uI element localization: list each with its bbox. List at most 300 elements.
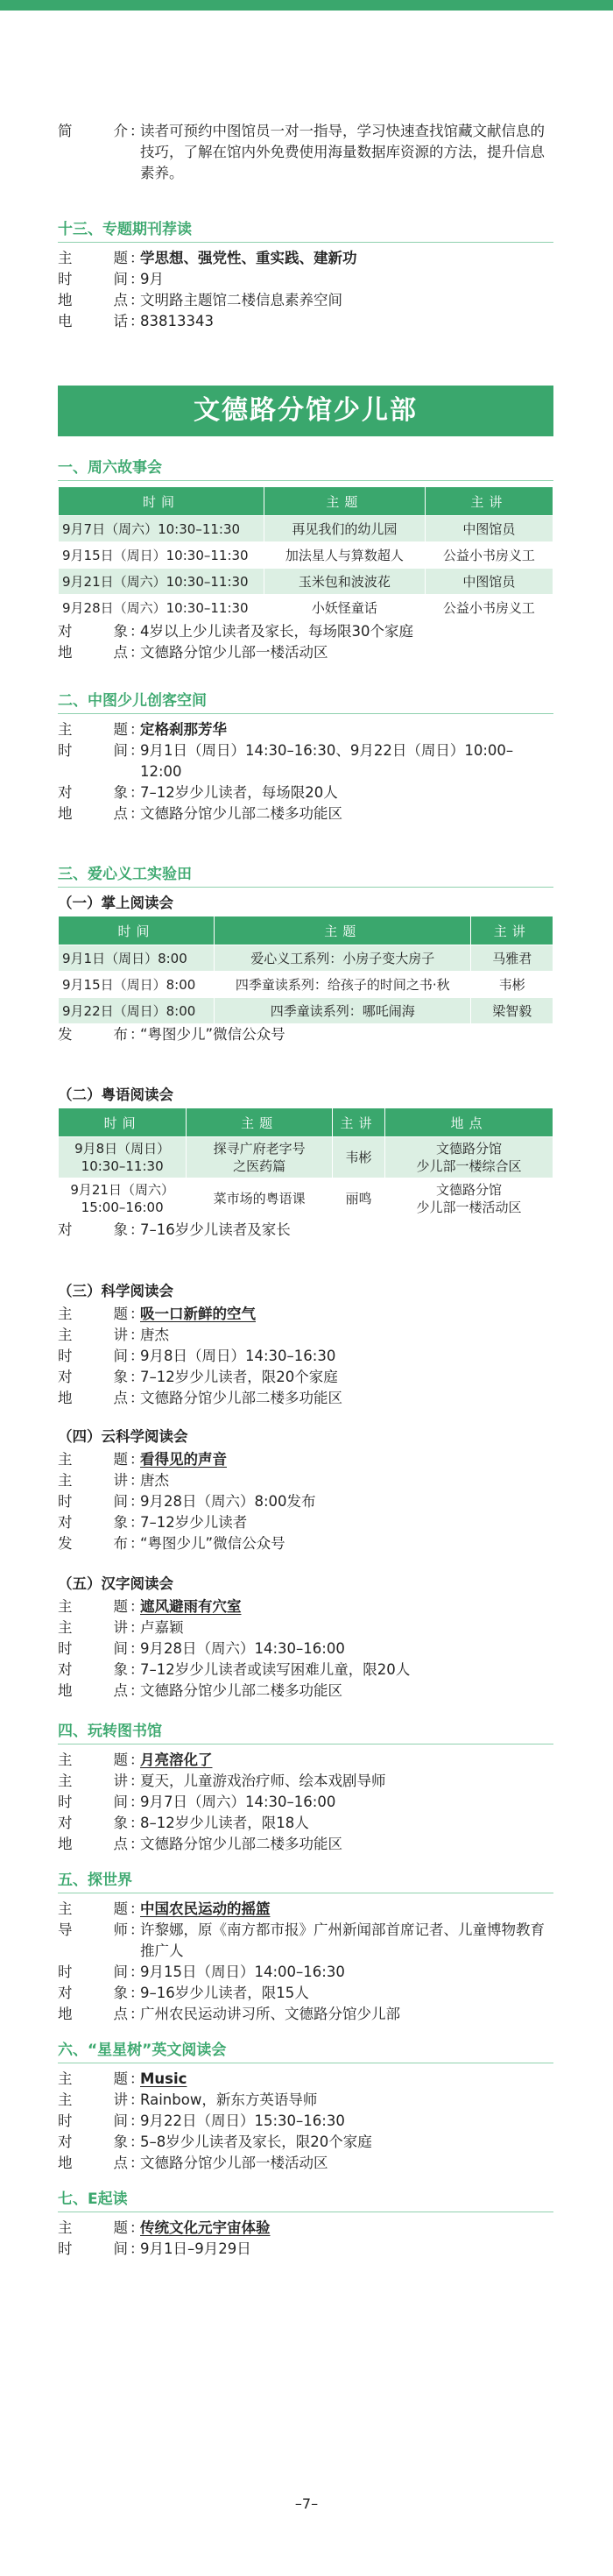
info-row (58, 1983, 553, 2004)
table-header: 地点 (384, 1108, 553, 1137)
key-char: 时 (58, 742, 73, 759)
info-value: 9月 (140, 271, 164, 287)
table-cell: 爱心义工系列：小房子变大房子 (215, 945, 471, 972)
key-char: 间 (113, 2240, 128, 2257)
table-row (59, 569, 553, 595)
info-key (58, 740, 130, 782)
info-key (58, 248, 130, 269)
info-key (58, 1220, 130, 1241)
info-key (58, 803, 130, 824)
section-title: 四、玩转图书馆 (58, 1721, 553, 1744)
key-char: 题 (113, 1451, 128, 1468)
cell-line: 韦彬 (345, 1150, 372, 1165)
table-row (59, 1178, 553, 1220)
info-colon: ： (130, 1390, 144, 1406)
info-row (58, 1533, 553, 1554)
info-key (58, 1660, 130, 1681)
info-value: 9月22日（周日）15:30–16:30 (140, 2112, 345, 2129)
table-cell: 9月15日（周日）10:30–11:30 (59, 542, 264, 569)
info-key (58, 621, 130, 642)
key-char: 主 (58, 2091, 73, 2108)
info-value: 吸一口新鲜的空气 (140, 1306, 256, 1322)
key-char: 地 (58, 644, 73, 661)
info-value: 9月1日（周日）14:30–16:30、9月22日（周日）10:00–12:00 (140, 742, 514, 780)
key-char: 主 (58, 2219, 73, 2236)
info-value: 读者可预约中图馆员一对一指导，学习快速查找馆藏文献信息的技巧，了解在馆内外免费使用海量数据库资源的方法，提升信息素养。 (140, 123, 545, 181)
key-char: 师 (113, 1921, 128, 1938)
info-key (58, 1367, 130, 1388)
cell-line: 15:00–16:00 (81, 1200, 164, 1215)
key-char: 电 (58, 313, 73, 329)
key-char: 点 (113, 1836, 128, 1852)
info-value: 唐杰 (140, 1472, 169, 1489)
key-char: 发 (58, 1535, 73, 1552)
info-colon: ： (130, 1472, 144, 1489)
info-row (58, 740, 553, 782)
info-colon: ： (130, 2155, 144, 2171)
table-cell (384, 1178, 553, 1220)
info-value: Rainbow，新东方英语导师 (140, 2091, 318, 2108)
key-char: 讲 (113, 1773, 128, 1789)
table-cell (333, 1178, 385, 1220)
key-char: 时 (58, 1348, 73, 1364)
key-char: 对 (58, 623, 73, 640)
info-colon: ： (130, 271, 144, 287)
info-colon: ： (130, 1773, 144, 1789)
table-cell (59, 1137, 187, 1178)
table-header: 主题 (187, 1108, 333, 1137)
cell-line: 文德路分馆 (435, 1182, 502, 1198)
table-cell (59, 1178, 187, 1220)
info-key (58, 2111, 130, 2132)
schedule-table (58, 1108, 553, 1220)
info-key (58, 1470, 130, 1491)
info-value: 9月28日（周六）8:00发布 (140, 1493, 316, 1510)
section-block (58, 1574, 553, 1702)
table-cell (384, 1137, 553, 1178)
table-cell (333, 1137, 385, 1178)
cell-line: 文德路分馆 (435, 1141, 502, 1157)
key-char: 主 (58, 1900, 73, 1917)
info-colon: ： (130, 1752, 144, 1768)
info-value: 月亮溶化了 (140, 1752, 213, 1768)
key-char: 时 (58, 2240, 73, 2257)
key-char: 对 (58, 1514, 73, 1531)
table-cell: 中图馆员 (425, 569, 553, 595)
key-char: 时 (58, 2112, 73, 2129)
info-row (58, 1681, 553, 1702)
table-header: 主讲 (333, 1108, 385, 1137)
page-number: –7– (294, 2495, 319, 2512)
info-row (58, 2239, 553, 2260)
table-cell: 小妖怪童话 (264, 595, 426, 621)
section-title: 一、周六故事会 (58, 457, 553, 481)
cell-line: 丽鸣 (345, 1191, 372, 1207)
table-cell: 9月28日（周六）10:30–11:30 (59, 595, 264, 621)
table-cell: 9月7日（周六）10:30–11:30 (59, 516, 264, 542)
info-colon: ： (130, 1221, 144, 1238)
info-row (58, 2069, 553, 2090)
key-char: 主 (58, 250, 73, 266)
info-value: 文德路分馆少儿部一楼活动区 (140, 2155, 328, 2171)
key-char: 介 (113, 123, 128, 139)
info-colon: ： (130, 1619, 144, 1636)
key-char: 时 (58, 271, 73, 287)
info-row (58, 269, 553, 290)
info-value: 9月8日（周日）14:30–16:30 (140, 1348, 336, 1364)
info-colon: ： (130, 644, 144, 661)
info-key (58, 1983, 130, 2004)
table-row (59, 972, 553, 998)
table-cell: 9月22日（周日）8:00 (59, 998, 215, 1024)
info-colon: ： (130, 1327, 144, 1343)
table-cell: 公益小书房义工 (425, 595, 553, 621)
key-char: 间 (113, 1640, 128, 1657)
key-char: 题 (113, 250, 128, 266)
info-row (58, 1596, 553, 1617)
info-value: 文德路分馆少儿部一楼活动区 (140, 644, 328, 661)
key-char: 对 (58, 2134, 73, 2150)
key-char: 话 (113, 313, 128, 329)
info-colon: ： (130, 1348, 144, 1364)
key-char: 间 (113, 742, 128, 759)
info-colon: ： (130, 1794, 144, 1810)
info-row (58, 621, 553, 642)
cell-line: 9月8日（周日） (74, 1141, 171, 1157)
key-char: 主 (58, 1773, 73, 1789)
table-cell (187, 1178, 333, 1220)
key-char: 对 (58, 1661, 73, 1678)
info-key (58, 2218, 130, 2239)
info-value: 5–8岁少儿读者及家长，限20个家庭 (140, 2134, 372, 2150)
info-key (58, 311, 130, 332)
subsection-title: （二）粤语阅读会 (58, 1086, 173, 1103)
info-value: 9月1日–9月29日 (140, 2240, 251, 2257)
key-char: 间 (113, 1794, 128, 1810)
info-key (58, 1617, 130, 1638)
section-block (58, 457, 553, 663)
section-block (58, 1281, 553, 1409)
key-char: 象 (113, 2134, 128, 2150)
info-value: 广州农民运动讲习所、文德路分馆少儿部 (140, 2006, 400, 2022)
key-char: 讲 (113, 2091, 128, 2108)
info-key (58, 2132, 130, 2153)
info-value: 7–12岁少儿读者，每场限20人 (140, 784, 338, 801)
info-colon: ： (130, 1514, 144, 1531)
info-value: 9月7日（周六）14:30–16:00 (140, 1794, 336, 1810)
info-colon: ： (130, 1964, 144, 1980)
info-value: 7–12岁少儿读者，限20个家庭 (140, 1369, 338, 1385)
info-colon: ： (130, 1598, 144, 1615)
key-char: 讲 (113, 1327, 128, 1343)
info-value: 唐杰 (140, 1327, 169, 1343)
schedule-table (58, 916, 553, 1024)
key-char: 间 (113, 1493, 128, 1510)
info-colon: ： (130, 1682, 144, 1699)
cell-line: 10:30–11:30 (81, 1158, 164, 1174)
key-char: 间 (113, 2112, 128, 2129)
info-row (58, 290, 553, 311)
key-char: 间 (113, 271, 128, 287)
info-value: 7–12岁少儿读者 (140, 1514, 248, 1531)
table-cell: 韦彬 (471, 972, 553, 998)
info-value: 学思想、强党性、重实践、建新功 (140, 250, 357, 266)
info-value: 7–16岁少儿读者及家长 (140, 1221, 291, 1238)
table-cell: 9月15日（周日）8:00 (59, 972, 215, 998)
key-char: 主 (58, 1598, 73, 1615)
info-colon: ： (130, 1815, 144, 1831)
info-row (58, 1367, 553, 1388)
table-row (59, 1137, 553, 1178)
section-block (58, 2040, 553, 2174)
info-key (58, 290, 130, 311)
info-row (58, 2132, 553, 2153)
table-cell: 四季童读系列：哪吒闹海 (215, 998, 471, 1024)
info-value: 中国农民运动的摇篮 (140, 1900, 271, 1917)
key-char: 点 (113, 2155, 128, 2171)
info-key (58, 1024, 130, 1045)
key-char: 象 (113, 1985, 128, 2001)
key-char: 地 (58, 1682, 73, 1699)
key-char: 对 (58, 1221, 73, 1238)
info-colon: ： (130, 721, 144, 738)
table-cell: 9月1日（周日）8:00 (59, 945, 215, 972)
key-char: 对 (58, 1815, 73, 1831)
section-title: 十三、专题期刊荐读 (58, 219, 553, 243)
cell-line: 菜市场的粤语课 (213, 1191, 306, 1207)
info-row (58, 1792, 553, 1813)
key-char: 讲 (113, 1619, 128, 1636)
info-colon: ： (130, 805, 144, 822)
key-char: 对 (58, 784, 73, 801)
info-row (58, 2218, 553, 2239)
info-colon: ： (130, 1836, 144, 1852)
info-row (58, 1660, 553, 1681)
info-key (58, 1491, 130, 1512)
info-row (58, 1470, 553, 1491)
key-char: 导 (58, 1921, 73, 1938)
key-char: 点 (113, 1682, 128, 1699)
key-char: 对 (58, 1369, 73, 1385)
info-row (58, 311, 553, 332)
info-colon: ： (130, 2006, 144, 2022)
key-char: 主 (58, 1306, 73, 1322)
info-value: 传统文化元宇宙体验 (140, 2219, 271, 2236)
table-header: 主讲 (471, 916, 553, 945)
key-char: 题 (113, 1306, 128, 1322)
cell-line: 探寻广府老字号 (213, 1141, 306, 1157)
info-value: 文德路分馆少儿部二楼多功能区 (140, 1682, 342, 1699)
key-char: 时 (58, 1493, 73, 1510)
info-colon: ： (130, 1451, 144, 1468)
table-cell: 四季童读系列：给孩子的时间之书·秋 (215, 972, 471, 998)
info-row (58, 2111, 553, 2132)
info-colon: ： (130, 1900, 144, 1917)
key-char: 点 (113, 644, 128, 661)
info-key (58, 1813, 130, 1834)
info-key (58, 1962, 130, 1983)
key-char: 点 (113, 2006, 128, 2022)
info-key (58, 2153, 130, 2174)
info-row (58, 1617, 553, 1638)
info-colon: ： (130, 1985, 144, 2001)
info-colon: ： (130, 623, 144, 640)
info-row (58, 1750, 553, 1771)
table-cell: 加法星人与算数超人 (264, 542, 426, 569)
info-row (58, 1346, 553, 1367)
section-title: 二、中图少儿创客空间 (58, 690, 553, 714)
table-row (59, 945, 553, 972)
info-key (58, 1638, 130, 1660)
key-char: 题 (113, 1752, 128, 1768)
info-row (58, 1220, 553, 1241)
info-value: 7–12岁少儿读者或读写困难儿童，限20人 (140, 1661, 411, 1678)
info-row (58, 2153, 553, 2174)
key-char: 象 (113, 1221, 128, 1238)
key-char: 主 (58, 1472, 73, 1489)
table-header: 主题 (264, 487, 426, 516)
table-header: 主讲 (425, 487, 553, 516)
info-row (58, 1449, 553, 1470)
table-row (59, 516, 553, 542)
table-cell: 再见我们的幼儿园 (264, 516, 426, 542)
key-char: 主 (58, 1752, 73, 1768)
section-block (58, 1085, 553, 1241)
info-colon: ： (130, 1661, 144, 1678)
key-char: 点 (113, 292, 128, 308)
section-title: 六、“星星树”英文阅读会 (58, 2040, 553, 2063)
section-block (58, 864, 553, 1045)
cell-line: 少儿部一楼活动区 (416, 1200, 522, 1215)
info-colon: ： (130, 313, 144, 329)
key-char: 象 (113, 784, 128, 801)
section-block (58, 386, 553, 436)
info-row (58, 1771, 553, 1792)
info-value: 4岁以上少儿读者及家长，每场限30个家庭 (140, 623, 413, 640)
key-char: 题 (113, 721, 128, 738)
section-block (58, 121, 553, 184)
info-row (58, 719, 553, 740)
info-row (58, 248, 553, 269)
info-value: 83813343 (140, 313, 214, 329)
info-value: 定格刹那芳华 (140, 721, 227, 738)
info-key (58, 1449, 130, 1470)
info-colon: ： (130, 1921, 144, 1938)
info-colon: ： (130, 1640, 144, 1657)
info-row (58, 1899, 553, 1920)
table-row (59, 542, 553, 569)
info-key (58, 1533, 130, 1554)
section-title: 三、爱心义工实验田 (58, 864, 553, 888)
info-key (58, 1771, 130, 1792)
key-char: 间 (113, 1348, 128, 1364)
key-char: 象 (113, 1369, 128, 1385)
key-char: 主 (58, 1327, 73, 1343)
key-char: 象 (113, 1815, 128, 1831)
info-value: “粤图少儿”微信公众号 (140, 1026, 285, 1043)
section-block (58, 1426, 553, 1554)
info-key (58, 2069, 130, 2090)
key-char: 主 (58, 2070, 73, 2087)
info-row (58, 1491, 553, 1512)
info-value: 卢嘉颖 (140, 1619, 184, 1636)
info-row (58, 642, 553, 663)
table-cell: 马雅君 (471, 945, 553, 972)
key-char: 地 (58, 2006, 73, 2022)
info-key (58, 269, 130, 290)
key-char: 对 (58, 1985, 73, 2001)
key-char: 主 (58, 721, 73, 738)
key-char: 题 (113, 2070, 128, 2087)
info-value: 夏天，儿童游戏治疗师、绘本戏剧导师 (140, 1773, 386, 1789)
key-char: 时 (58, 1640, 73, 1657)
info-value: Music (140, 2070, 187, 2087)
table-cell: 梁智毅 (471, 998, 553, 1024)
cell-line: 少儿部一楼综合区 (416, 1158, 522, 1174)
info-key (58, 1920, 130, 1962)
info-row (58, 1325, 553, 1346)
info-row (58, 1512, 553, 1533)
key-char: 发 (58, 1026, 73, 1043)
table-header: 时间 (59, 916, 215, 945)
info-value: 9月15日（周日）14:00–16:30 (140, 1964, 345, 1980)
info-row (58, 121, 553, 184)
info-row (58, 2090, 553, 2111)
info-colon: ： (130, 250, 144, 266)
section-block (58, 2189, 553, 2260)
table-cell: 中图馆员 (425, 516, 553, 542)
info-key (58, 1899, 130, 1920)
section-block (58, 1870, 553, 2025)
table-header: 主题 (215, 916, 471, 945)
info-value: 看得见的声音 (140, 1451, 227, 1468)
key-char: 点 (113, 805, 128, 822)
info-row (58, 1834, 553, 1855)
table-row (59, 595, 553, 621)
info-key (58, 1792, 130, 1813)
info-colon: ： (130, 292, 144, 308)
branch-banner: 文德路分馆少儿部 (58, 386, 553, 436)
info-colon: ： (130, 742, 144, 759)
info-key (58, 1346, 130, 1367)
info-row (58, 1024, 553, 1045)
info-key (58, 1750, 130, 1771)
section-block (58, 1721, 553, 1855)
key-char: 地 (58, 1390, 73, 1406)
info-value: 文明路主题馆二楼信息素养空间 (140, 292, 342, 308)
info-key (58, 121, 130, 184)
section-block (58, 219, 553, 332)
info-colon: ： (130, 123, 144, 139)
key-char: 时 (58, 1964, 73, 1980)
key-char: 象 (113, 1514, 128, 1531)
info-colon: ： (130, 1493, 144, 1510)
info-colon: ： (130, 1535, 144, 1552)
info-key (58, 2004, 130, 2025)
info-colon: ： (130, 2219, 144, 2236)
info-colon: ： (130, 2070, 144, 2087)
info-row (58, 1813, 553, 1834)
info-value: 文德路分馆少儿部二楼多功能区 (140, 1836, 342, 1852)
info-colon: ： (130, 2134, 144, 2150)
key-char: 题 (113, 1900, 128, 1917)
key-char: 题 (113, 1598, 128, 1615)
schedule-table (58, 486, 553, 621)
info-row (58, 782, 553, 803)
info-value: “粤图少儿”微信公众号 (140, 1535, 285, 1552)
info-colon: ： (130, 2112, 144, 2129)
info-key (58, 2090, 130, 2111)
